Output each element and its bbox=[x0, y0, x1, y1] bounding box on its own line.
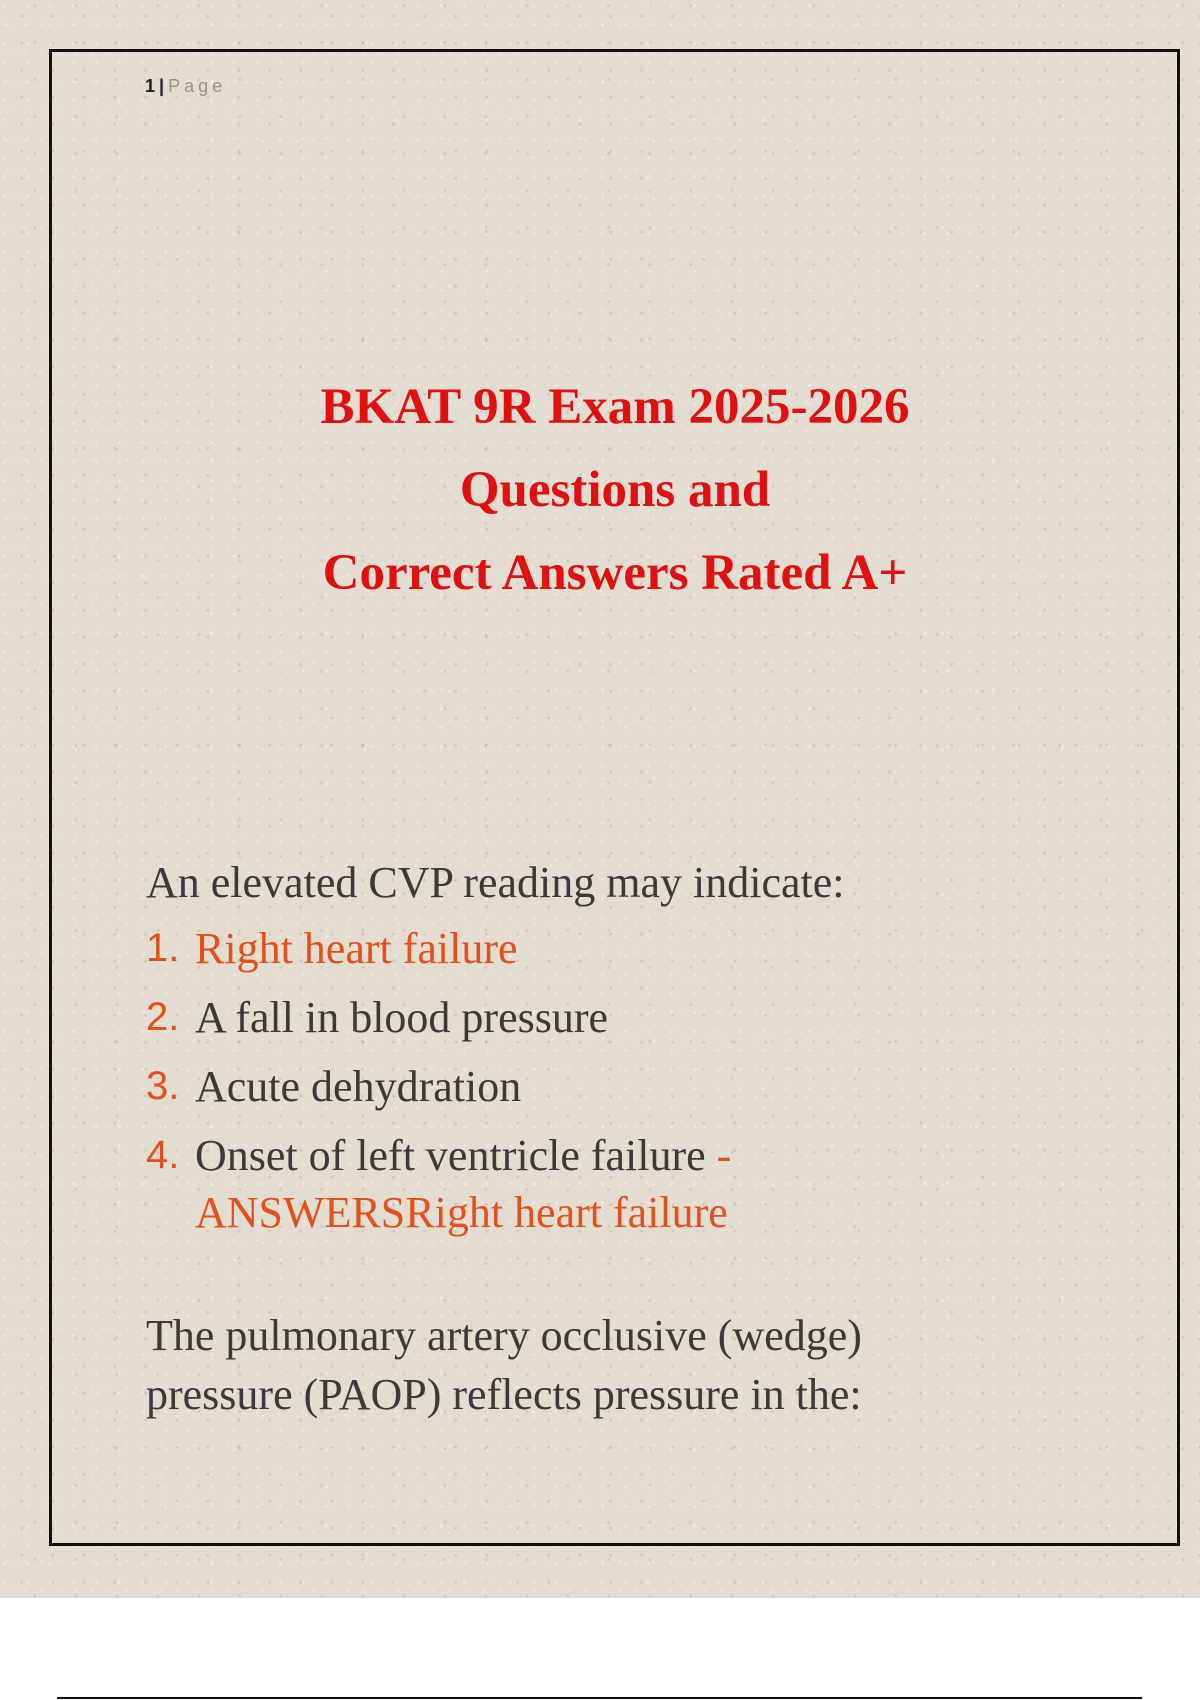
page-number: 1 bbox=[145, 76, 157, 96]
page-word: Page bbox=[168, 76, 227, 96]
option-3 bbox=[146, 1058, 1146, 1115]
answer-separator: - bbox=[705, 1131, 732, 1180]
question-2-text bbox=[146, 1306, 1146, 1424]
question-1-options bbox=[146, 920, 1146, 1253]
question-2-line-2: pressure (PAOP) reflects pressure in the: bbox=[146, 1370, 862, 1419]
option-number: 1. bbox=[146, 926, 180, 970]
option-text: A fall in blood pressure bbox=[195, 993, 609, 1042]
title-line-1: BKAT 9R Exam 2025-2026 bbox=[320, 379, 910, 435]
document-title bbox=[0, 366, 1200, 615]
title-line-2: Questions and bbox=[459, 462, 771, 518]
option-text: Onset of left ventricle failure bbox=[195, 1131, 706, 1180]
option-text: Acute dehydration bbox=[195, 1062, 522, 1111]
option-4 bbox=[146, 1127, 1146, 1241]
option-number: 3. bbox=[146, 1064, 180, 1108]
page-separator: | bbox=[159, 76, 166, 96]
footer-rule bbox=[57, 1697, 1142, 1699]
option-number: 2. bbox=[146, 995, 180, 1039]
option-text: Right heart failure bbox=[195, 924, 518, 973]
answer-text: ANSWERSRight heart failure bbox=[195, 1188, 728, 1237]
title-line-3: Correct Answers Rated A+ bbox=[322, 545, 908, 601]
option-number: 4. bbox=[146, 1133, 180, 1177]
option-1 bbox=[146, 920, 1146, 977]
option-2 bbox=[146, 989, 1146, 1046]
question-2-line-1: The pulmonary artery occlusive (wedge) bbox=[146, 1311, 862, 1360]
page-number-header bbox=[145, 76, 226, 97]
question-1-text: An elevated CVP reading may indicate: bbox=[146, 858, 845, 907]
